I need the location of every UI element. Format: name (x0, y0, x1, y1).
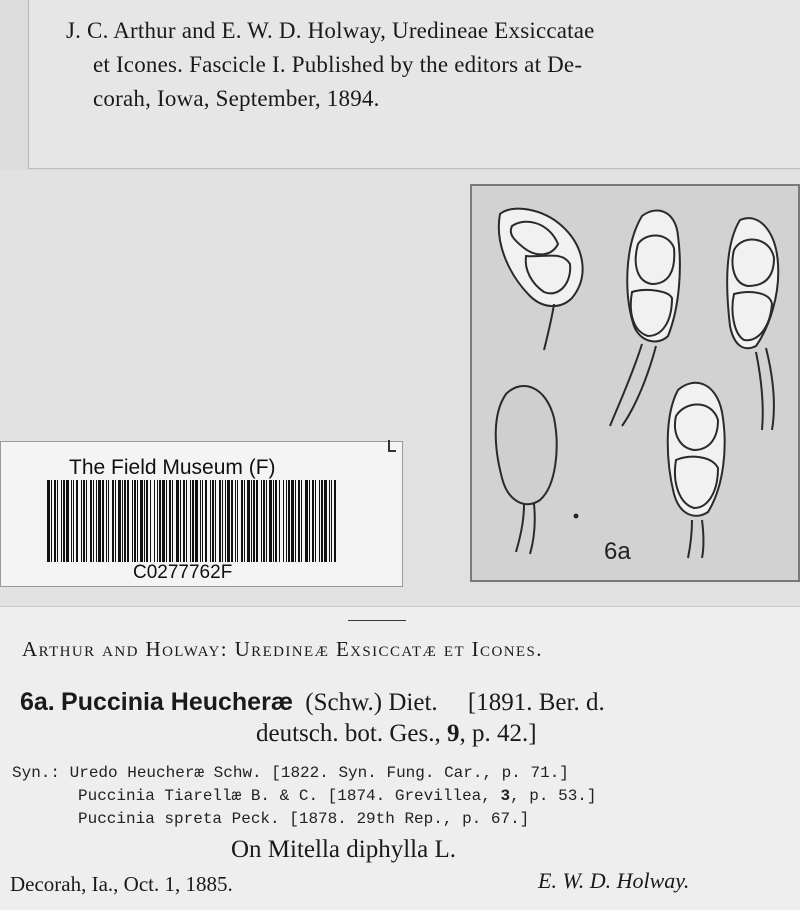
synonym-volume: 3 (500, 787, 511, 805)
catalog-number: C0277762F (133, 562, 233, 583)
synonym-line-1 (12, 764, 569, 782)
publication-line-3: corah, Iowa, September, 1894. (93, 86, 380, 111)
spore-illustration-plate (470, 184, 800, 582)
corner-mark (388, 440, 396, 452)
teliospore-2 (627, 210, 680, 341)
institution-name: The Field Museum (F) (69, 456, 276, 479)
collector-name: E. W. D. Holway. (538, 868, 690, 893)
species-authority: (Schw.) Diet. (305, 689, 438, 716)
reference-volume: 9 (446, 720, 460, 747)
plate-label: 6a (604, 538, 631, 565)
locality-date: Decorah, Ia., Oct. 1, 1885. (10, 872, 233, 896)
synonym-text: Puccinia Tiarellæ B. & C. [1874. Grevillea, (78, 787, 501, 805)
synonym-page: , p. 53.] (510, 787, 597, 805)
publication-line-2: et Icones. Fascicle I. Published by the editors at De- (93, 52, 583, 77)
species-heading (20, 688, 605, 717)
teliospore-1 (499, 209, 583, 306)
publication-line-1: J. C. Arthur and E. W. D. Holway, Uredineae Exsiccatae (66, 18, 595, 43)
synonym-line-2 (78, 787, 597, 805)
teliospore-drawings (472, 186, 798, 580)
museum-barcode-label (0, 441, 403, 587)
species-name: Puccinia Heucheræ (61, 688, 294, 716)
species-reference: [1891. Ber. d. (467, 689, 605, 716)
reference-journal: deutsch. bot. Ges., (256, 720, 447, 747)
series-title: Arthur and Holway: Uredineæ Exsiccatæ et Icones. (22, 637, 543, 661)
host-plant: On Mitella diphylla L. (231, 836, 456, 863)
synonym-line-3 (78, 810, 529, 828)
reference-page: , p. 42.] (459, 720, 537, 747)
species-reference-continued (256, 720, 537, 748)
synonym-text: Puccinia spreta Peck. [1878. 29th Rep., p. 67.] (78, 810, 530, 828)
synonym-prefix: Syn.: (12, 764, 70, 782)
species-number: 6a. (20, 688, 55, 716)
barcode-bar (334, 480, 336, 562)
synonym-text: Uredo Heucheræ Schw. [1822. Syn. Fung. Car., p. 71.] (69, 764, 569, 782)
barcode (47, 480, 335, 562)
label-rule (348, 620, 406, 621)
amphispore-stippled (496, 386, 557, 504)
